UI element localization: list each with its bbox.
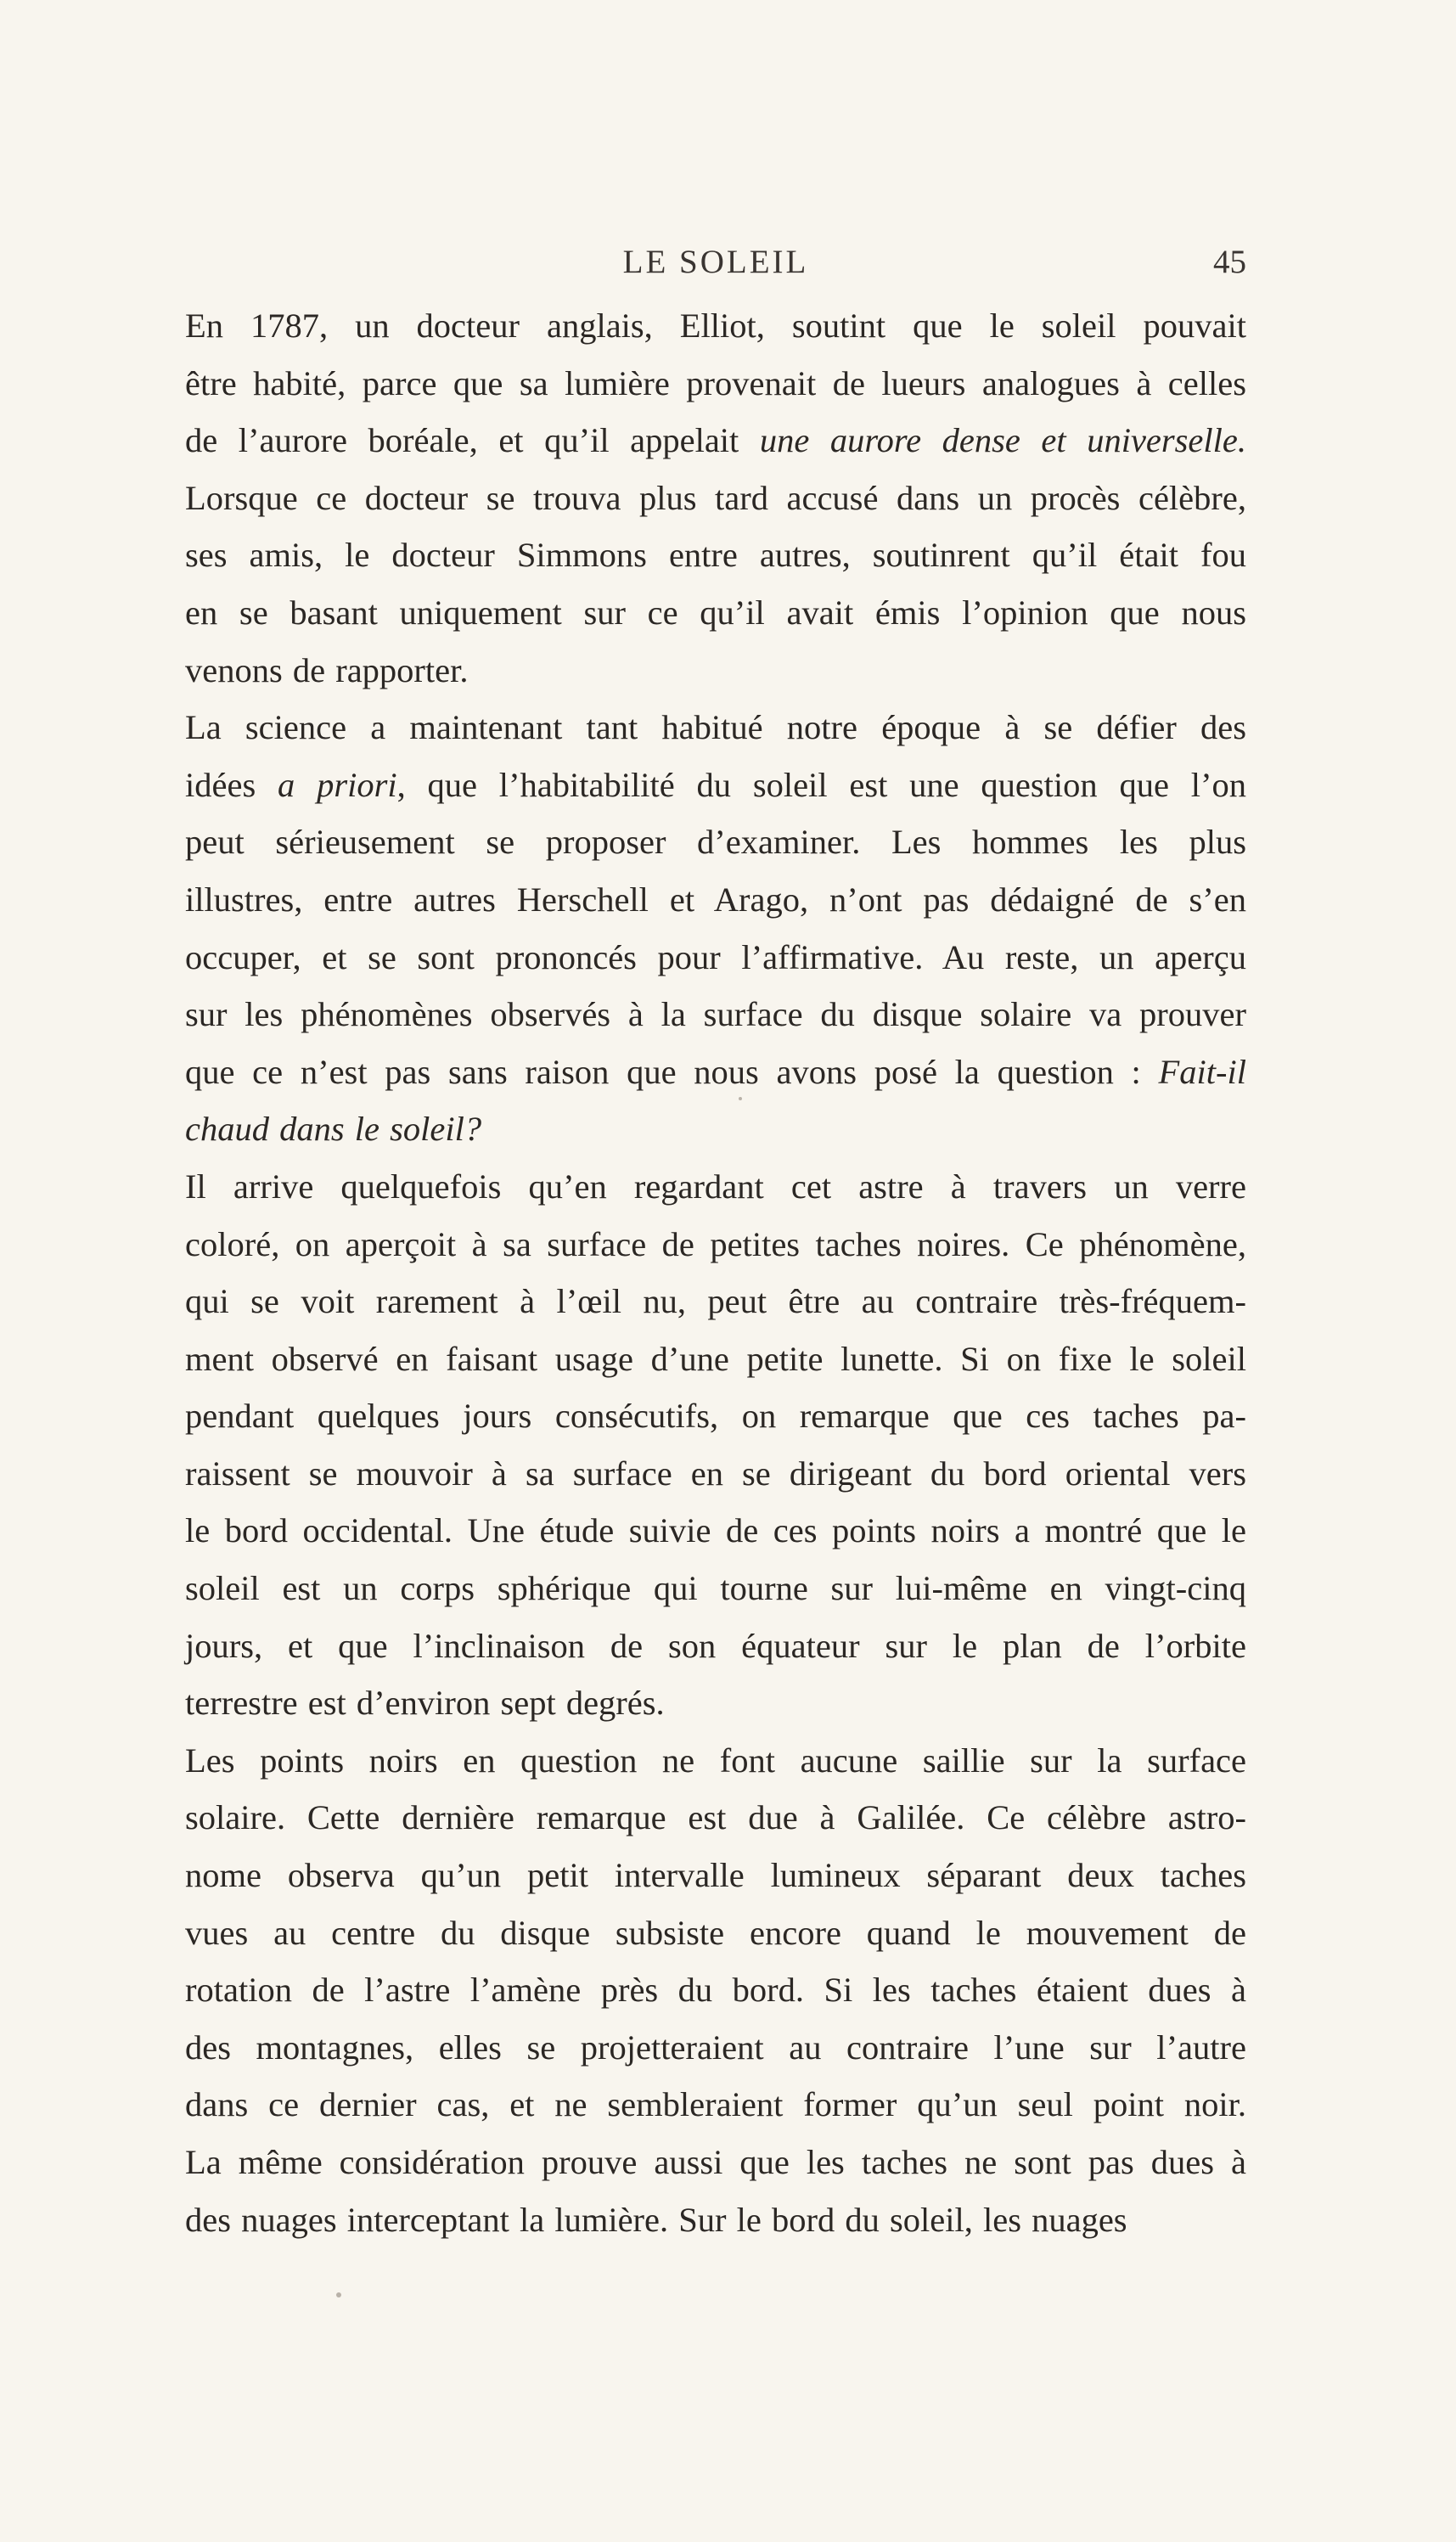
text-segment: La même considération prouve aussi que les taches ne sont pas dues à [185,2143,1246,2181]
text-segment: nome observa qu’un petit intervalle lumineux séparant deux taches [185,1856,1246,1895]
text-line [185,1216,1246,1274]
text-line [185,1560,1246,1617]
text-line [185,297,1246,355]
italic-text: une aurore dense et universelle. [759,421,1246,460]
text-segment: venons de rapporter. [185,650,469,689]
italic-text: chaud dans le soleil? [185,1110,482,1149]
text-segment: des montagnes, elles se projetteraient au contraire l’une sur l’autre [185,2027,1246,2067]
text-line [185,1732,1246,1790]
text-segment: soleil est un corps sphérique qui tourne sur lui-même en vingt-cinq [185,1569,1246,1608]
paragraph [185,699,1246,1158]
text-segment: vues au centre du disque subsiste encore quand le mouvement de [185,1913,1246,1952]
text-line [185,355,1246,413]
text-segment: être habité, parce que sa lumière provenait de lueurs analogues à celles [185,363,1246,402]
text-line [185,2134,1246,2191]
text-segment: Lorsque ce docteur se trouva plus tard accusé dans un procès célèbre, [185,478,1246,517]
body-text [185,297,1246,2248]
text-segment: ment observé en faisant usage d’une petite lunette. Si on fixe le soleil [185,1339,1246,1378]
text-segment: qui se voit rarement à l’œil nu, peut être au contraire très-fréquem- [185,1282,1246,1321]
text-line [185,1847,1246,1904]
text-segment: rotation de l’astre l’amène près du bord. Si les taches étaient dues à [185,1971,1246,2010]
page-header [185,243,1246,285]
text-segment: de l’aurore boréale, et qu’il appelait [185,421,760,460]
text-line [185,1961,1246,2019]
text-line [185,1330,1246,1388]
text-line [185,1502,1246,1560]
text-line [185,1904,1246,1962]
text-segment: pendant quelques jours consécutifs, on remarque que ces taches pa- [185,1397,1246,1436]
text-segment: solaire. Cette dernière remarque est due à Galilée. Ce célèbre astro- [185,1798,1246,1837]
text-line [185,1100,1246,1158]
text-line [185,1445,1246,1503]
text-line [185,929,1246,987]
text-line [185,756,1246,814]
text-segment: occuper, et se sont prononcés pour l’affirmative. Au reste, un aperçu [185,937,1246,976]
page-number: 45 [1213,244,1246,280]
text-line [185,1273,1246,1330]
text-line [185,412,1246,470]
italic-text: Fait-il [1158,1052,1246,1091]
text-segment: jours, et que l’inclinaison de son équateur sur le plan de l’orbite [185,1626,1246,1665]
text-line [185,584,1246,642]
text-segment: En 1787, un docteur anglais, Elliot, soutint que le soleil pouvait [185,307,1246,345]
text-segment: , que l’habitabilité du soleil est une question que l’on [396,765,1246,804]
text-segment: que ce n’est pas sans raison que nous avons posé la question : [185,1052,1159,1091]
text-line [185,1674,1246,1732]
text-line [185,642,1246,700]
text-segment: raissent se mouvoir à sa surface en se dirigeant du bord oriental vers [185,1454,1246,1493]
text-segment: ses amis, le docteur Simmons entre autres, soutinrent qu’il était fou [185,536,1246,575]
text-line [185,986,1246,1043]
text-segment: en se basant uniquement sur ce qu’il avait émis l’opinion que nous [185,593,1246,632]
text-line [185,1158,1246,1216]
text-segment: Il arrive quelquefois qu’en regardant cet astre à travers un verre [185,1167,1246,1206]
text-line [185,813,1246,871]
paragraph [185,1158,1246,1732]
text-segment: terrestre est d’environ sept degrés. [185,1684,665,1723]
text-line [185,2076,1246,2134]
text-line [185,2019,1246,2077]
text-line [185,1043,1246,1101]
text-line [185,1387,1246,1445]
text-segment: des nuages interceptant la lumière. Sur le bord du soleil, les nuages [185,2200,1127,2239]
text-line [185,1789,1246,1847]
paragraph [185,297,1246,699]
text-line [185,871,1246,929]
text-segment: dans ce dernier cas, et ne sembleraient former qu’un seul point noir. [185,2085,1246,2124]
italic-text: a priori [278,765,397,804]
text-line [185,1617,1246,1675]
text-segment: le bord occidental. Une étude suivie de ces points noirs a montré que le [185,1511,1246,1550]
paper-speck [336,2292,341,2297]
text-segment: peut sérieusement se proposer d’examiner. Les hommes les plus [185,823,1246,862]
text-segment: La science a maintenant tant habitué notre époque à se défier des [185,708,1246,747]
text-segment: idées [185,765,278,804]
text-line [185,699,1246,756]
text-line [185,470,1246,527]
paragraph [185,1732,1246,2248]
text-segment: coloré, on aperçoit à sa surface de petites taches noires. Ce phénomène, [185,1224,1246,1263]
text-line [185,2191,1246,2249]
text-segment: Les points noirs en question ne font aucune saillie sur la surface [185,1741,1246,1780]
text-segment: illustres, entre autres Herschell et Arago, n’ont pas dédaigné de s’en [185,880,1246,919]
paper-speck [739,1097,742,1100]
text-segment: sur les phénomènes observés à la surface du disque solaire va prouver [185,995,1246,1034]
running-head: LE SOLEIL [622,244,809,280]
text-line [185,526,1246,584]
